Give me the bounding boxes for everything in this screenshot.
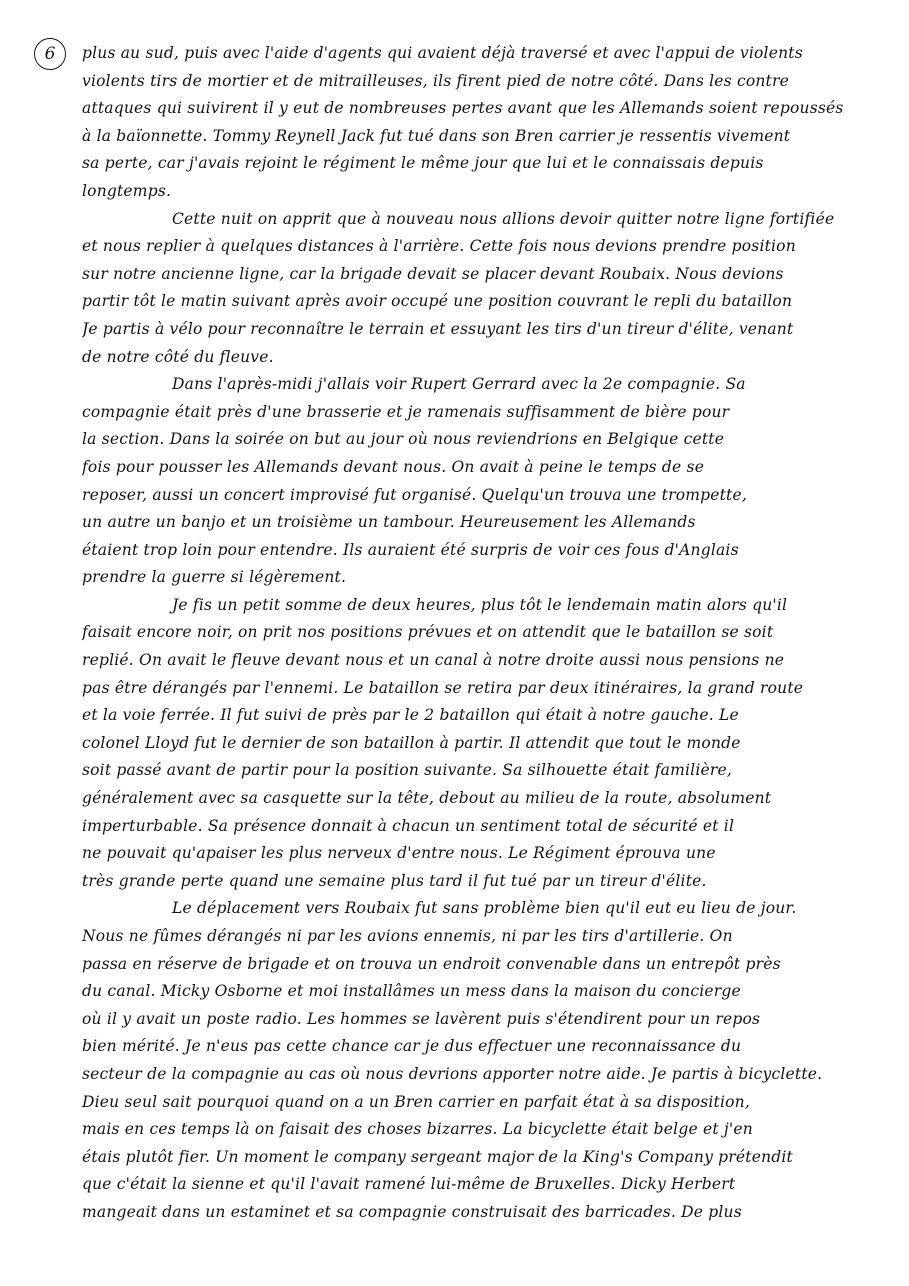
text-line: à la baïonnette. Tommy Reynell Jack fut tué dans son Bren carrier je ressentis vivement [82, 126, 791, 145]
text-line: Dieu seul sait pourquoi quand on a un Bren carrier en parfait état à sa disposition, [82, 1092, 750, 1111]
text-line: étais plutôt fier. Un moment le company sergeant major de la King's Company prétendit [82, 1147, 793, 1166]
text-line: Je partis à vélo pour reconnaître le terrain et essuyant les tirs d'un tireur d'élite, venant [82, 319, 794, 338]
text-line: prendre la guerre si légèrement. [82, 568, 347, 587]
text-line: mais en ces temps là on faisait des choses bizarres. La bicyclette était belge et j'en [82, 1120, 753, 1139]
text-line: que c'était la sienne et qu'il l'avait ramené lui-même de Bruxelles. Dicky Herbert [82, 1175, 736, 1194]
text-line: la section. Dans la soirée on but au jour où nous reviendrions en Belgique cette [82, 430, 725, 449]
text-line: Dans l'après-midi j'allais voir Rupert Gerrard avec la 2e compagnie. Sa [172, 375, 746, 394]
text-line: colonel Lloyd fut le dernier de son bataillon à partir. Il attendit que tout le monde [82, 733, 741, 752]
text-line: sur notre ancienne ligne, car la brigade devait se placer devant Roubaix. Nous devions [82, 264, 784, 283]
text-line: et nous replier à quelques distances à l'arrière. Cette fois nous devions prendre position [82, 237, 796, 256]
text-line: reposer, aussi un concert improvisé fut organisé. Quelqu'un trouva une trompette, [82, 485, 747, 504]
text-line: fois pour pousser les Allemands devant nous. On avait à peine le temps de se [82, 457, 705, 476]
text-line: Je fis un petit somme de deux heures, plus tôt le lendemain matin alors qu'il [172, 595, 788, 614]
text-line: imperturbable. Sa présence donnait à chacun un sentiment total de sécurité et il [82, 816, 735, 835]
text-line: étaient trop loin pour entendre. Ils auraient été surpris de voir ces fous d'Anglais [82, 540, 739, 559]
text-line: faisait encore noir, on prit nos positions prévues et on attendit que le bataillon se soit [82, 623, 774, 642]
text-line: très grande perte quand une semaine plus tard il fut tué par un tireur d'élite. [82, 871, 707, 890]
text-line: attaques qui suivirent il y eut de nombreuses pertes avant que les Allemands soient repoussés [82, 99, 844, 118]
text-line: Nous ne fûmes dérangés ni par les avions ennemis, ni par les tirs d'artillerie. On [82, 927, 733, 945]
page-number: 6 [34, 38, 66, 70]
text-line: violents tirs de mortier et de mitrailleuses, ils firent pied de notre côté. Dans les contre [82, 71, 789, 90]
text-line: longtemps. [82, 181, 172, 200]
text-line: secteur de la compagnie au cas où nous devrions apporter notre aide. Je partis à bicyclette. [82, 1064, 823, 1083]
text-line: passa en réserve de brigade et on trouva un endroit convenable dans un entrepôt près [82, 954, 781, 973]
text-line: ne pouvait qu'apaiser les plus nerveux d'entre nous. Le Régiment éprouva une [82, 844, 716, 863]
text-line: replié. On avait le fleuve devant nous et un canal à notre droite aussi nous pensions ne [82, 651, 785, 670]
text-line: pas être dérangés par l'ennemi. Le bataillon se retira par deux itinéraires, la grand route [82, 678, 804, 697]
text-line: et la voie ferrée. Il fut suivi de près par le 2 bataillon qui était à notre gauche. Le [82, 706, 739, 725]
text-line: soit passé avant de partir pour la position suivante. Sa silhouette était familière, [82, 761, 732, 780]
text-line: partir tôt le matin suivant après avoir occupé une position couvrant le repli du bataillon [82, 292, 793, 311]
text-line: Cette nuit on apprit que à nouveau nous allions devoir quitter notre ligne fortifiée [172, 209, 835, 228]
text-line: sa perte, car j'avais rejoint le régiment le même jour que lui et le connaissais depuis [82, 154, 764, 173]
text-line: bien mérité. Je n'eus pas cette chance car je dus effectuer une reconnaissance du [82, 1037, 742, 1056]
text-line: Le déplacement vers Roubaix fut sans problème bien qu'il eut eu lieu de jour. [172, 899, 797, 918]
text-line: compagnie était près d'une brasserie et je ramenais suffisamment de bière pour [82, 402, 730, 421]
text-line: de notre côté du fleuve. [82, 347, 274, 366]
text-line: généralement avec sa casquette sur la tête, debout au milieu de la route, absolument [82, 789, 772, 808]
text-line: plus au sud, puis avec l'aide d'agents qui avaient déjà traversé et avec l'appui de violents [82, 44, 803, 62]
text-line: un autre un banjo et un troisième un tambour. Heureusement les Allemands [82, 513, 696, 532]
text-line: du canal. Micky Osborne et moi installâmes un mess dans la maison du concierge [82, 982, 741, 1001]
text-line: mangeait dans un estaminet et sa compagnie construisait des barricades. De plus [82, 1202, 742, 1221]
text-line: où il y avait un poste radio. Les hommes se lavèrent puis s'étendirent pour un repos [82, 1009, 761, 1028]
handwritten-text-body [82, 40, 882, 1227]
